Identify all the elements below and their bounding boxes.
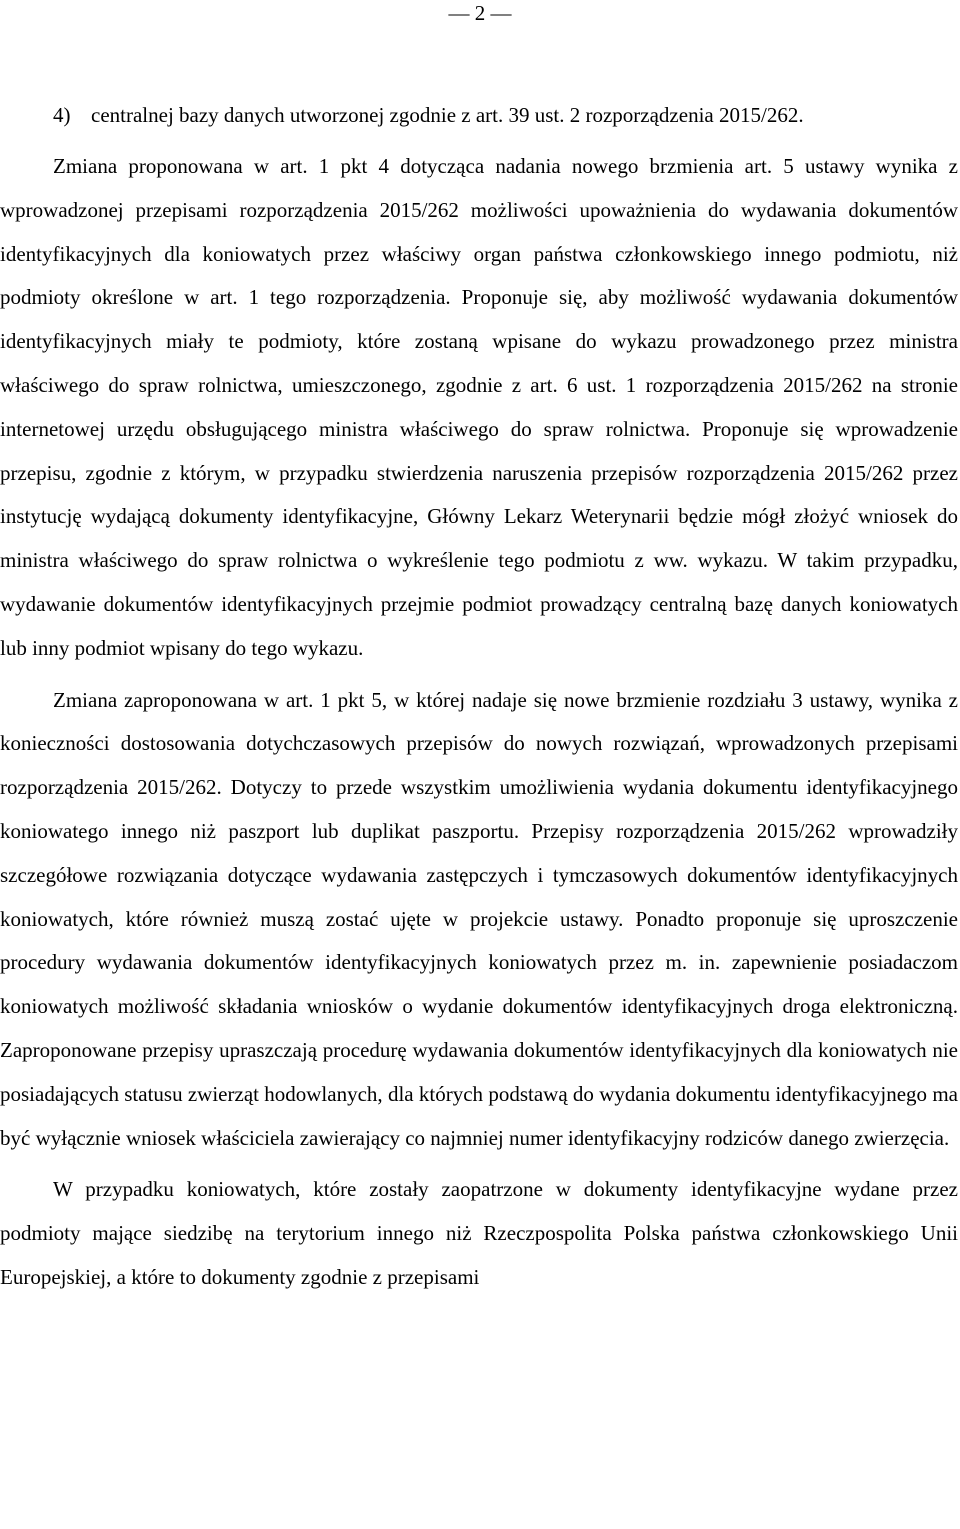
paragraph-foreign-documents: W przypadku koniowatych, które zostały zaopatrzone w dokumenty identyfikacyjne wydane przez podmioty mające siedzibę na terytorium innego niż Rzeczpospolita Polska państwa członkowskiego Unii Europejskiej, a które to dokumenty zgodnie z przepisami — [0, 1177, 958, 1289]
paragraph-art-5: Zmiana proponowana w art. 1 pkt 4 dotycząca nadania nowego brzmienia art. 5 ustawy wynika z wprowadzonej przepisami rozporządzenia 2015/262 możliwości upoważnienia do wydawania dokumentów identyfikacyjnych dla koniowatych przez właściwy organ państwa członkowskiego innego podmiotu, niż podmioty określone w art. 1 tego rozporządzenia. Proponuje się, aby możliwość wydawania dokumentów identyfikacyjnych miały te podmioty, które zostaną wpisane do wykazu prowadzonego przez ministra właściwego do spraw rolnictwa, umieszczonego, zgodnie z art. 6 ust. 1 rozporządzenia 2015/262 na stronie internetowej urzędu obsługującego ministra właściwego do spraw rolnictwa. Proponuje się wprowadzenie przepisu, zgodnie z którym, w przypadku stwierdzenia naruszenia przepisów rozporządzenia 2015/262 przez instytucję wydającą dokumenty identyfikacyjne, Główny Lekarz Weterynarii będzie mógł złożyć wniosek do ministra właściwego do spraw rolnictwa o wykreślenie tego podmiotu z ww. wykazu. W takim przypadku, wydawanie dokumentów identyfikacyjnych przejmie podmiot prowadzący centralną bazę danych koniowatych lub inny podmiot wpisany do tego wykazu. — [0, 154, 958, 660]
list-item-text: centralnej bazy danych utworzonej zgodnie z art. 39 ust. 2 rozporządzenia 2015/262. — [91, 103, 804, 127]
list-item-number: 4) — [53, 103, 71, 127]
list-item — [0, 93, 958, 137]
paragraph-chapter-3: Zmiana zaproponowana w art. 1 pkt 5, w której nadaje się nowe brzmienie rozdziału 3 ustawy, wynika z konieczności dostosowania dotychczasowych przepisów do nowych rozwiązań, wprowadzonych przepisami rozporządzenia 2015/262. Dotyczy to przede wszystkim umożliwienia wydania dokumentu identyfikacyjnego koniowatego innego niż paszport lub duplikat paszportu. Przepisy rozporządzenia 2015/262 wprowadziły szczegółowe rozwiązania dotyczące wydawania zastępczych i tymczasowych dokumentów identyfikacyjnych koniowatych, które również muszą zostać ujęte w projekcie ustawy. Ponadto proponuje się uproszczenie procedury wydawania dokumentów identyfikacyjnych koniowatych przez m. in. zapewnienie posiadaczom koniowatych możliwość składania wniosków o wydanie dokumentów identyfikacyjnych droga elektroniczną. Zaproponowane przepisy upraszczają procedurę wydawania dokumentów identyfikacyjnych dla koniowatych nie posiadających statusu zwierząt hodowlanych, dla których podstawą do wydania dokumentu identyfikacyjnego ma być wyłącznie wniosek właściciela zawierający co najmniej numer identyfikacyjny rodziców danego zwierzęcia. — [0, 687, 958, 1150]
document-body — [0, 93, 958, 1300]
page-number: — 2 — — [448, 1, 512, 25]
